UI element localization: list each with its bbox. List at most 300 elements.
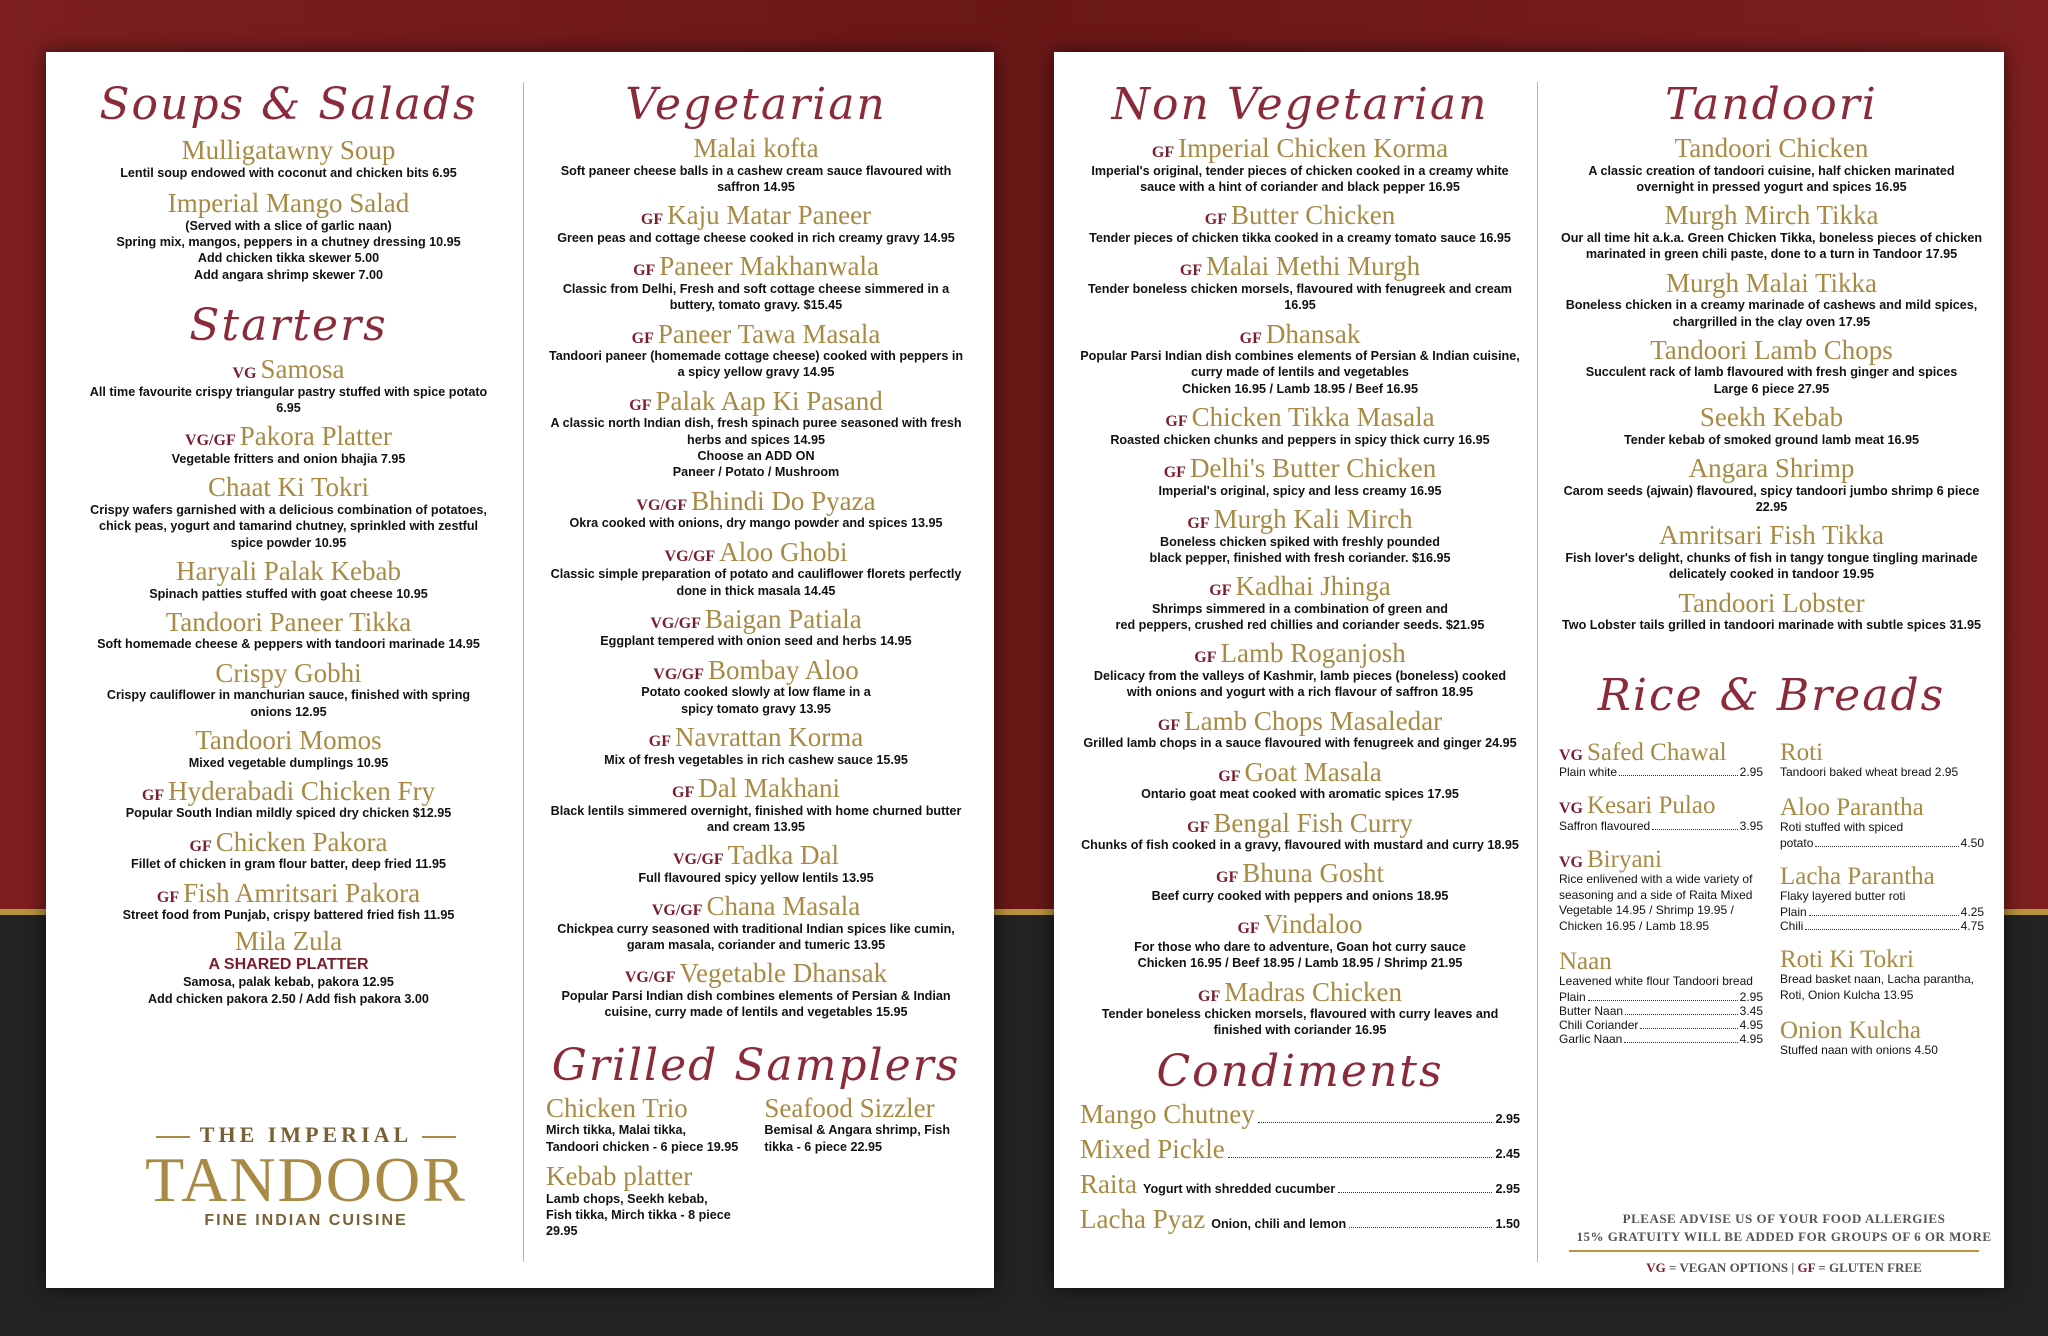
- menu-item: [546, 318, 966, 381]
- menu-item: [86, 474, 491, 551]
- item-desc: Mix of fresh vegetables in rich cashew sauce 15.95: [604, 752, 908, 767]
- menu-item: [1080, 807, 1520, 854]
- condiment-row: [1080, 1204, 1520, 1235]
- diet-tag: GF: [629, 396, 652, 414]
- item-desc: Boneless chicken spiked with freshly pounded black pepper, finished with fresh coriander. $16.95: [1149, 534, 1451, 565]
- item-desc: Grilled lamb chops in a sauce flavoured with fenugreek and ginger 24.95: [1083, 736, 1517, 751]
- item-name-text: Chicken Pakora: [215, 826, 388, 857]
- price-row: [1559, 1032, 1763, 1046]
- menu-item: [1080, 455, 1520, 499]
- item-name-text: Paneer Makhanwala: [659, 251, 879, 282]
- menu-item: [546, 893, 966, 953]
- logo-main-text: TANDOOR: [145, 1144, 467, 1215]
- section-title-vegetarian: Vegetarian: [625, 79, 887, 130]
- grilled-desc: Lamb chops, Seekh kebab, Fish tikka, Mirch tikka - 8 piece 29.95: [546, 1191, 731, 1239]
- bread-rice-item: [1780, 947, 1984, 1004]
- diet-tag: GF: [1209, 582, 1232, 600]
- starters-list: [86, 356, 491, 923]
- diet-tag: GF: [1157, 716, 1181, 734]
- menu-item: [546, 724, 966, 768]
- price-row: [1559, 765, 1763, 779]
- price-label: Plain: [1559, 989, 1586, 1004]
- column-non-veg: [1080, 79, 1520, 1235]
- condiment-name: Lacha Pyaz: [1080, 1203, 1206, 1234]
- item-name-text: Chaat Ki Tokri: [207, 472, 370, 503]
- item-name: [1080, 705, 1520, 736]
- item-desc: Bread basket naan, Lacha parantha, Roti, Onion Kulcha 13.95: [1780, 972, 1975, 1003]
- section-title-starters: Starters: [189, 300, 388, 352]
- item-desc: Full flavoured spicy yellow lentils 13.95: [638, 870, 874, 885]
- price-label: Chili: [1780, 918, 1804, 933]
- item-desc: All time favourite crispy triangular pastry stuffed with spice potato 6.95: [89, 384, 488, 416]
- grilled-name: Chicken Trio: [546, 1092, 688, 1123]
- item-name-text: Mulligatawny Soup: [181, 135, 396, 166]
- item-desc: Okra cooked with onions, dry mango powder and spices 13.95: [569, 516, 943, 531]
- menu-item: [1559, 404, 1984, 448]
- item-name: [546, 960, 966, 988]
- bread-rice-item: [1559, 793, 1763, 833]
- grilled-item: [764, 1092, 966, 1155]
- menu-item: [1080, 573, 1520, 633]
- item-name-text: Roti Ki Tokri: [1780, 945, 1914, 973]
- item-desc: Fillet of chicken in gram flour batter, deep fried 11.95: [131, 857, 446, 872]
- item-name: [1780, 947, 1984, 973]
- dot-leader: [1588, 1000, 1738, 1001]
- platter-desc: Samosa, palak kebab, pakora 12.95 Add chicken pakora 2.50 / Add fish pakora 3.00: [148, 975, 429, 1006]
- diet-tag: GF: [640, 211, 664, 229]
- item-name-text: Tandoori Momos: [195, 725, 382, 756]
- item-name: [1559, 949, 1763, 975]
- diet-tag: GF: [1218, 767, 1241, 785]
- item-name: [1080, 318, 1520, 349]
- condiment-price: 2.45: [1495, 1146, 1520, 1161]
- item-name: [1780, 864, 1984, 890]
- diet-tag: GF: [1237, 920, 1260, 938]
- item-name: [1080, 135, 1520, 163]
- menu-item: [1559, 267, 1984, 330]
- item-name-text: Biryani: [1587, 845, 1662, 873]
- item-desc: Tender boneless chicken morsels, flavoured with fenugreek and cream 16.95: [1088, 281, 1512, 313]
- item-name-text: Lamb Chops Masaledar: [1184, 705, 1443, 736]
- dot-leader: [1624, 1042, 1737, 1043]
- diet-tag: GF: [1239, 329, 1262, 347]
- item-desc: Crispy cauliflower in manchurian sauce, finished with spring onions 12.95: [106, 688, 471, 719]
- item-desc: Popular Parsi Indian dish combines elements of Persian & Indian cuisine, curry made of lentils and vegetables Chicken 16.95 / Lamb 18.95 / Beef 16.95: [1080, 349, 1520, 396]
- item-desc: A classic creation of tandoori cuisine, half chicken marinated overnight in pressed yogurt and spices 16.95: [1588, 163, 1955, 195]
- item-name: [1559, 455, 1984, 483]
- price-label: Butter Naan: [1559, 1003, 1624, 1018]
- grilled-name: Seafood Sizzler: [764, 1092, 935, 1123]
- item-name-text: Amritsari Fish Tikka: [1658, 520, 1885, 551]
- menu-item: [86, 356, 491, 416]
- item-name-text: Dhansak: [1265, 318, 1361, 349]
- item-name-text: Butter Chicken: [1231, 200, 1396, 231]
- item-desc: Popular Parsi Indian dish combines elements of Persian & Indian cuisine, curry made of lentils and vegetables 15.95: [561, 988, 951, 1020]
- menu-item: [546, 485, 966, 532]
- item-name-text: Vegetable Dhansak: [679, 958, 888, 989]
- item-name-text: Seekh Kebab: [1699, 402, 1844, 433]
- item-name: [1559, 847, 1763, 873]
- price-value: 4.25: [1960, 904, 1984, 919]
- item-name-text: Chana Masala: [706, 891, 861, 922]
- menu-item: [1080, 756, 1520, 803]
- item-name-text: Samosa: [260, 354, 345, 385]
- item-name-text: Bombay Aloo: [707, 654, 859, 685]
- item-desc: Succulent rack of lamb flavoured with fresh ginger and spices Large 6 piece 27.95: [1585, 365, 1958, 396]
- condiment-price: 1.50: [1495, 1216, 1520, 1231]
- diet-tag: VG/GF: [651, 902, 703, 920]
- non-veg-list: [1080, 135, 1520, 1039]
- item-name: [86, 474, 491, 502]
- diet-tag: GF: [189, 837, 212, 855]
- diet-tag: VG/GF: [636, 496, 688, 514]
- item-name-text: Onion Kulcha: [1780, 1016, 1921, 1044]
- diet-tag: GF: [1187, 818, 1210, 836]
- item-name-text: Chicken Tikka Masala: [1191, 402, 1435, 433]
- price-value: 4.95: [1739, 1031, 1763, 1046]
- item-name: [1559, 522, 1984, 550]
- menu-item: [1080, 202, 1520, 246]
- dot-leader: [1815, 846, 1958, 847]
- condiment-name: Raita: [1080, 1168, 1137, 1199]
- menu-item: [86, 775, 491, 822]
- item-desc: Classic simple preparation of potato and cauliflower florets perfectly done in thick masala 14.45: [550, 567, 962, 598]
- diet-tag: GF: [1179, 262, 1203, 280]
- item-name-text: Bengal Fish Curry: [1213, 807, 1413, 838]
- diet-tag: GF: [1198, 987, 1221, 1005]
- section-title-soups-salads: Soups & Salads: [99, 79, 478, 130]
- item-name: [1080, 976, 1520, 1007]
- item-name: [1780, 795, 1984, 821]
- item-name: [1559, 793, 1763, 819]
- item-name: [86, 657, 491, 688]
- menu-item: [1080, 911, 1520, 971]
- item-name: [1080, 202, 1520, 230]
- item-name: [86, 356, 491, 384]
- soups-list: [86, 137, 491, 283]
- condiment-price: 2.95: [1495, 1181, 1520, 1196]
- diet-tag: GF: [1151, 144, 1175, 162]
- item-name-text: Crispy Gobhi: [215, 657, 362, 688]
- column-divider: [523, 82, 524, 1262]
- item-name-text: Goat Masala: [1244, 756, 1382, 787]
- menu-item: [1080, 404, 1520, 448]
- item-desc: Two Lobster tails grilled in tandoori marinade with subtle spices 31.95: [1562, 618, 1981, 633]
- menu-item: [1080, 976, 1520, 1039]
- item-name: [1559, 740, 1763, 766]
- item-name-text: Imperial Mango Salad: [167, 188, 410, 219]
- item-desc: Beef curry cooked with peppers and onions 18.95: [1151, 888, 1449, 903]
- platter-name: Mila Zula: [234, 925, 343, 956]
- menu-item: [546, 842, 966, 886]
- item-desc: Popular South Indian mildly spiced dry chicken $12.95: [125, 806, 452, 821]
- price-value: 2.95: [1739, 765, 1763, 780]
- item-name: [86, 727, 491, 755]
- item-name: [86, 775, 491, 806]
- item-name-text: Murgh Mirch Tikka: [1664, 200, 1879, 231]
- item-desc: Black lentils simmered overnight, finished with home churned butter and cream 13.95: [550, 803, 962, 834]
- grilled-desc: Bemisal & Angara shrimp, Fish tikka - 6 piece 22.95: [764, 1123, 951, 1154]
- diet-tag: VG/GF: [185, 432, 236, 450]
- diet-tag: GF: [1165, 413, 1188, 431]
- diet-tag: GF: [672, 783, 695, 801]
- bread-rice-item: [1780, 795, 1984, 850]
- menu-item: [86, 190, 491, 283]
- item-name: [1080, 455, 1520, 483]
- item-name: [546, 253, 966, 281]
- price-value: 3.45: [1739, 1003, 1763, 1018]
- diet-tag: VG: [1559, 853, 1583, 871]
- grilled-list: [546, 1092, 966, 1248]
- grilled-name: Kebab platter: [546, 1161, 693, 1192]
- item-desc: Green peas and cottage cheese cooked in rich creamy gravy 14.95: [557, 230, 955, 245]
- item-name: [546, 724, 966, 752]
- item-desc: Roasted chicken chunks and peppers in spicy thick curry 16.95: [1110, 432, 1490, 447]
- condiment-name: Mixed Pickle: [1080, 1133, 1225, 1164]
- platter-item: [86, 925, 491, 1007]
- item-name: [1559, 267, 1984, 298]
- condiment-desc: Yogurt with shredded cucumber: [1142, 1181, 1336, 1196]
- section-title-tandoori: Tandoori: [1665, 79, 1878, 130]
- diet-tag: GF: [141, 786, 165, 804]
- diet-tag: VG: [1559, 746, 1583, 764]
- allergy-text: PLEASE ADVISE US OF YOUR FOOD ALLERGIES: [1622, 1211, 1946, 1226]
- menu-item: [1559, 587, 1984, 634]
- item-desc: Imperial's original, spicy and less creamy 16.95: [1158, 483, 1442, 498]
- menu-item: [86, 137, 491, 181]
- item-name-text: Malai Methi Murgh: [1206, 251, 1421, 282]
- item-name: [546, 318, 966, 349]
- item-name: [546, 536, 966, 567]
- item-desc: Tender boneless chicken morsels, flavoured with curry leaves and finished with coriander 16.95: [1101, 1007, 1499, 1038]
- dot-leader: [1338, 1192, 1492, 1193]
- menu-item: [1080, 135, 1520, 195]
- price-label: Garlic Naan: [1559, 1031, 1623, 1046]
- gratuity-text: 15% GRATUITY WILL BE ADDED FOR GROUPS OF 6 OR MORE: [1576, 1228, 1992, 1244]
- item-name-text: Tandoori Paneer Tikka: [165, 606, 412, 637]
- item-desc: Stuffed naan with onions 4.50: [1780, 1043, 1938, 1058]
- item-name: [546, 842, 966, 870]
- item-desc: Tender kebab of smoked ground lamb meat 16.95: [1623, 432, 1920, 447]
- item-name-text: Tandoori Lobster: [1678, 587, 1865, 618]
- item-name: [1559, 334, 1984, 365]
- item-desc: Tender pieces of chicken tikka cooked in a creamy tomato sauce 16.95: [1089, 230, 1511, 245]
- item-desc: Crispy wafers garnished with a delicious combination of potatoes, chick peas, yogurt and tamarind chutney, sprinkled with zestful spice powder 10.95: [90, 502, 487, 550]
- item-desc: Classic from Delhi, Fresh and soft cottage cheese simmered in a buttery, tomato gravy. $15.45: [562, 281, 950, 313]
- item-name-text: Madras Chicken: [1224, 976, 1402, 1007]
- item-name-text: Imperial Chicken Korma: [1178, 133, 1449, 164]
- menu-item: [1080, 860, 1520, 904]
- price-row: [1559, 1018, 1763, 1032]
- item-name-text: Hyderabadi Chicken Fry: [168, 775, 436, 806]
- grilled-desc: Mirch tikka, Malai tikka, Tandoori chicken - 6 piece 19.95: [546, 1123, 739, 1154]
- item-name-text: Murgh Malai Tikka: [1665, 267, 1878, 298]
- item-name: [1080, 404, 1520, 432]
- item-name: [1080, 640, 1520, 668]
- item-desc: Carom seeds (ajwain) flavoured, spicy tandoori jumbo shrimp 6 piece 22.95: [1563, 483, 1980, 514]
- section-title-condiments: Condiments: [1156, 1045, 1444, 1097]
- item-name-text: Bhindi Do Pyaza: [691, 485, 876, 516]
- menu-item: [1080, 503, 1520, 566]
- menu-item: [546, 253, 966, 313]
- dot-leader: [1652, 829, 1737, 830]
- price-label: Chili Coriander: [1559, 1017, 1639, 1032]
- item-desc: Imperial's original, tender pieces of chicken cooked in a creamy white sauce with a hint of coriander and black pepper 16.95: [1091, 163, 1509, 195]
- item-name-text: Naan: [1559, 947, 1612, 975]
- item-name: [1080, 860, 1520, 888]
- item-desc: Tandoori baked wheat bread 2.95: [1780, 765, 1959, 780]
- menu-item: [546, 202, 966, 246]
- legend-sep: |: [1791, 1260, 1795, 1275]
- menu-item: [546, 772, 966, 835]
- item-desc: Ontario goat meat cooked with aromatic spices 17.95: [1141, 787, 1459, 802]
- condiment-name: Mango Chutney: [1080, 1098, 1255, 1129]
- item-name: [1080, 503, 1520, 534]
- item-desc: Soft homemade cheese & peppers with tandoori marinade 14.95: [97, 637, 480, 652]
- item-name: [1559, 202, 1984, 230]
- item-name-text: Aloo Parantha: [1780, 793, 1924, 821]
- item-desc: Roti stuffed with spiced: [1780, 820, 1904, 835]
- item-desc: Mixed vegetable dumplings 10.95: [188, 755, 389, 770]
- item-name: [1080, 911, 1520, 939]
- item-desc: Boneless chicken in a creamy marinade of cashews and mild spices, chargrilled in the clay oven 17.95: [1565, 298, 1978, 329]
- allergy-notice: [1574, 1210, 1994, 1245]
- item-name: [1080, 573, 1520, 601]
- dot-leader: [1619, 775, 1738, 776]
- diet-tag: VG/GF: [650, 614, 701, 632]
- diet-tag: GF: [1216, 869, 1239, 887]
- item-name: [86, 190, 491, 218]
- menu-item: [86, 826, 491, 873]
- price-row: [1780, 836, 1984, 850]
- item-name: [1559, 587, 1984, 618]
- item-desc: Rice enlivened with a wide variety of seasoning and a side of Raita Mixed Vegetable 14.95 / Shrimp 19.95 / Chicken 16.95 / Lamb 18.95: [1559, 872, 1753, 933]
- item-name: [1080, 756, 1520, 787]
- column-vegetarian: [546, 79, 966, 1248]
- item-name: [86, 423, 491, 451]
- bread-rice-item: [1559, 847, 1763, 935]
- item-desc: Chickpea curry seasoned with traditional Indian spices like cumin, garam masala, coriander and tumeric 13.95: [557, 921, 955, 952]
- menu-item: [1080, 705, 1520, 752]
- item-name-text: Lamb Roganjosh: [1220, 638, 1406, 669]
- price-row: [1780, 905, 1984, 919]
- legend-vg-text: = VEGAN OPTIONS: [1668, 1260, 1789, 1275]
- column-divider: [1537, 82, 1538, 1262]
- item-name-text: Haryali Palak Kebab: [176, 555, 401, 586]
- diet-tag: GF: [631, 329, 654, 347]
- price-label: Plain: [1780, 904, 1807, 919]
- dot-leader: [1258, 1122, 1493, 1123]
- item-name-text: Paneer Tawa Masala: [657, 318, 881, 349]
- dot-leader: [1228, 1157, 1493, 1158]
- section-title-grilled: Grilled Samplers: [551, 1039, 961, 1091]
- diet-tag: VG: [1559, 800, 1583, 818]
- item-name-text: Safed Chawal: [1587, 738, 1727, 766]
- price-value: 4.95: [1739, 1017, 1763, 1032]
- item-name: [546, 772, 966, 803]
- item-name-text: Tandoori Lamb Chops: [1650, 334, 1893, 365]
- menu-item: [546, 960, 966, 1020]
- price-label: Plain white: [1559, 765, 1618, 780]
- item-name-text: Tandoori Chicken: [1674, 133, 1869, 164]
- item-name: [1080, 253, 1520, 281]
- column-soups-starters: [86, 79, 491, 1007]
- item-name-text: Fish Amritsari Pakora: [183, 877, 421, 908]
- item-desc: Spinach patties stuffed with goat cheese 10.95: [149, 586, 428, 601]
- item-name-text: Tadka Dal: [727, 840, 839, 871]
- logo-sub-text: FINE INDIAN CUISINE: [204, 1212, 408, 1229]
- menu-item: [86, 877, 491, 924]
- column-tandoori: [1559, 79, 1984, 1059]
- item-desc: Delicacy from the valleys of Kashmir, lamb pieces (boneless) cooked with onions and yogurt with a rich flavour of saffron 18.95: [1093, 669, 1507, 700]
- bread-rice-item: [1780, 1018, 1984, 1059]
- price-value: 3.95: [1739, 818, 1763, 833]
- dot-leader: [1349, 1227, 1492, 1228]
- item-desc: Fish lover's delight, chunks of fish in tangy tongue tingling marinade delicately cooked in tandoor 19.95: [1565, 550, 1978, 582]
- item-desc: Shrimps simmered in a combination of green and red peppers, crushed red chillies and coriander seeds. $21.95: [1115, 601, 1485, 633]
- item-desc: Lentil soup endowed with coconut and chicken bits 6.95: [120, 165, 457, 180]
- item-name: [546, 385, 966, 416]
- item-name: [1559, 404, 1984, 432]
- item-name: [86, 606, 491, 637]
- grilled-item: [546, 1092, 748, 1155]
- menu-item: [1080, 253, 1520, 313]
- legend-gf-tag: GF: [1797, 1260, 1816, 1275]
- restaurant-logo: [106, 1122, 506, 1230]
- diet-tag: VG/GF: [673, 851, 724, 869]
- item-name: [546, 202, 966, 230]
- menu-page-left: [46, 52, 994, 1288]
- item-name-text: Lacha Parantha: [1780, 862, 1935, 890]
- item-name-text: Palak Aap Ki Pasand: [655, 385, 883, 416]
- diet-tag: GF: [633, 262, 656, 280]
- diet-tag: VG/GF: [624, 969, 676, 987]
- diet-legend: [1574, 1260, 1994, 1276]
- price-value: 4.75: [1960, 918, 1984, 933]
- item-name-text: Pakora Platter: [239, 421, 392, 452]
- price-row: [1559, 819, 1763, 833]
- item-name: [86, 137, 491, 165]
- legend-vg-tag: VG: [1646, 1260, 1666, 1275]
- item-name: [86, 826, 491, 857]
- item-desc: Street food from Punjab, crispy battered fried fish 11.95: [122, 908, 455, 923]
- menu-item: [546, 654, 966, 717]
- menu-page-right: [1054, 52, 2004, 1288]
- bread-rice-item: [1780, 740, 1984, 781]
- item-desc: (Served with a slice of garlic naan) Spring mix, mangos, peppers in a chutney dressing 10.95 Add chicken tikka skewer 5.00 Add angara shrimp skewer 7.00: [116, 218, 461, 282]
- item-name-text: Aloo Ghobi: [719, 536, 848, 567]
- item-name: [1080, 807, 1520, 838]
- price-value: 2.95: [1739, 989, 1763, 1004]
- item-name-text: Vindaloo: [1263, 909, 1363, 940]
- item-name-text: Delhi's Butter Chicken: [1189, 453, 1437, 484]
- platter-sub: A SHARED PLATTER: [208, 956, 369, 974]
- rice-list: [1559, 726, 1763, 1059]
- menu-item: [1080, 318, 1520, 398]
- menu-item: [1080, 640, 1520, 700]
- item-desc: For those who dare to adventure, Goan hot curry sauce Chicken 16.95 / Beef 18.95 / Lamb 18.95 / Shrimp 21.95: [1134, 939, 1466, 971]
- item-name-text: Roti: [1780, 738, 1824, 766]
- condiment-row: [1080, 1099, 1520, 1130]
- diet-tag: GF: [1194, 649, 1217, 667]
- item-name-text: Kadhai Jhinga: [1235, 571, 1391, 602]
- bread-rice-item: [1559, 740, 1763, 780]
- item-name-text: Angara Shrimp: [1688, 453, 1855, 484]
- item-name-text: Baigan Patiala: [704, 603, 862, 634]
- menu-item: [546, 536, 966, 599]
- diet-tag: VG: [232, 365, 257, 383]
- logo-top-text: THE IMPERIAL: [199, 1122, 413, 1147]
